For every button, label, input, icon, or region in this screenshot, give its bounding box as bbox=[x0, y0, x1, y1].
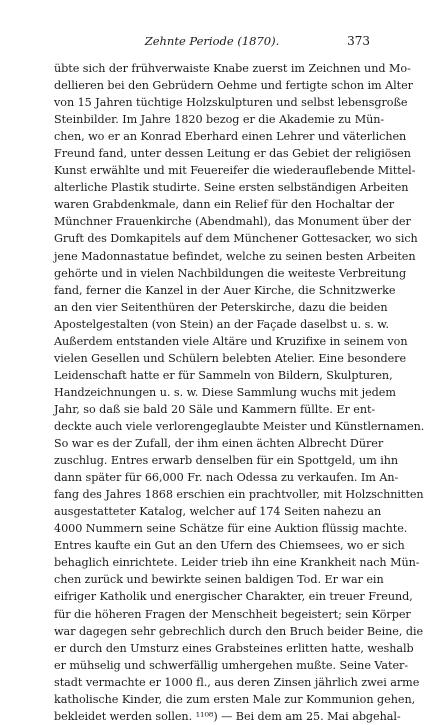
text-line: Entres kaufte ein Gut an den Ufern des Chiemsees, wo er sich bbox=[54, 539, 405, 553]
text-line: chen, wo er an Konrad Eberhard einen Lehrer und väterlichen bbox=[54, 130, 407, 144]
text-line: war dagegen sehr gebrechlich durch den Bruch beider Beine, die bbox=[54, 624, 424, 638]
text-line: Leidenschaft hatte er für Sammeln von Bildern, Skulpturen, bbox=[54, 368, 393, 382]
text-line: eifriger Katholik und energischer Charakter, ein treuer Freund, bbox=[54, 590, 413, 604]
text-line: er mühselig und schwerfällig umhergehen mußte. Seine Vater- bbox=[54, 658, 409, 672]
text-line: chen zurück und bewirkte seinen baldigen Tod. Er war ein bbox=[54, 573, 384, 587]
running-header bbox=[54, 34, 370, 52]
text-line: vielen Gesellen und Schülern belebten Atelier. Eine besondere bbox=[54, 351, 407, 365]
running-title: Zehnte Periode (1870). bbox=[144, 34, 280, 48]
text-line: zuschlug. Entres erwarb denselben für ein Spottgeld, um ihn bbox=[54, 454, 399, 468]
body-text bbox=[54, 60, 425, 725]
text-line: behaglich einrichtete. Leider trieb ihn eine Krankheit nach Mün- bbox=[54, 556, 420, 570]
text-line: bekleidet werden sollen. ¹¹⁰⁸) — Bei dem am 25. Mai abgehal- bbox=[54, 709, 401, 723]
text-line: fang des Jahres 1868 erschien ein prachtvoller, mit Holzschnitten bbox=[54, 488, 424, 502]
text-line: übte sich der frühverwaiste Knabe zuerst im Zeichnen und Mo- bbox=[54, 62, 411, 75]
text-line: er durch den Umsturz eines Grabsteines erlitten hatte, weshalb bbox=[54, 641, 414, 655]
text-line: fand, ferner die Kanzel in der Auer Kirche, die Schnitzwerke bbox=[54, 283, 396, 297]
text-line: dellieren bei den Gebrüdern Oehme und fertigte schon im Alter bbox=[54, 79, 413, 93]
text-line: Apostelgestalten (von Stein) an der Façade daselbst u. s. w. bbox=[54, 317, 389, 331]
text-line: So war es der Zufall, der ihm einen ächten Albrecht Dürer bbox=[54, 437, 384, 451]
text-line: deckte auch viele verlorengeglaubte Meister und Künstlernamen. bbox=[54, 419, 425, 433]
text-line: Handzeichnungen u. s. w. Diese Sammlung wuchs mit jedem bbox=[54, 385, 396, 399]
text-line: jene Madonnastatue befindet, welche zu seinen besten Arbeiten bbox=[54, 249, 416, 263]
text-line: stadt vermachte er 1000 fl., aus deren Zinsen jährlich zwei arme bbox=[54, 675, 420, 689]
page-number: 373 bbox=[347, 34, 370, 48]
text-line: Kunst erwählte und mit Feuereifer die wiederauflebende Mittel- bbox=[54, 164, 416, 178]
text-line: gehörte und in vielen Nachbildungen die weiteste Verbreitung bbox=[54, 266, 407, 280]
text-line: dann später für 66,000 Fr. nach Odessa zu verkaufen. Im An- bbox=[54, 471, 399, 485]
text-line: Münchner Frauenkirche (Abendmahl), das Monument über der bbox=[54, 215, 411, 229]
text-line: Außerdem entstanden viele Altäre und Kruzifixe in seinem von bbox=[54, 334, 408, 348]
text-line: Gruft des Domkapitels auf dem Münchener Gottesacker, wo sich bbox=[54, 232, 418, 246]
text-line: katholische Kinder, die zum ersten Male zur Kommunion gehen, bbox=[54, 692, 416, 706]
text-line: von 15 Jahren tüchtige Holzskulpturen und selbst lebensgroße bbox=[54, 96, 408, 110]
text-line: ausgestatteter Katalog, welcher auf 174 Seiten nahezu an bbox=[54, 505, 382, 519]
text-line: für die höheren Fragen der Menschheit begeistert; sein Körper bbox=[54, 607, 411, 621]
text-line: Jahr, so daß sie bald 20 Säle und Kammern füllte. Er ent- bbox=[54, 402, 376, 416]
text-line: waren Grabdenkmale, dann ein Relief für den Hochaltar der bbox=[54, 198, 395, 212]
text-line: Steinbilder. Im Jahre 1820 bezog er die Akademie zu Mün- bbox=[54, 113, 385, 127]
text-line: alterliche Plastik studirte. Seine ersten selbständigen Arbeiten bbox=[54, 181, 409, 195]
text-line: Freund fand, unter dessen Leitung er das Gebiet der religiösen bbox=[54, 147, 411, 161]
text-line: 4000 Nummern seine Schätze für eine Auktion flüssig machte. bbox=[54, 522, 408, 536]
text-line: an den vier Seitenthüren der Peterskirche, dazu die beiden bbox=[54, 300, 388, 314]
